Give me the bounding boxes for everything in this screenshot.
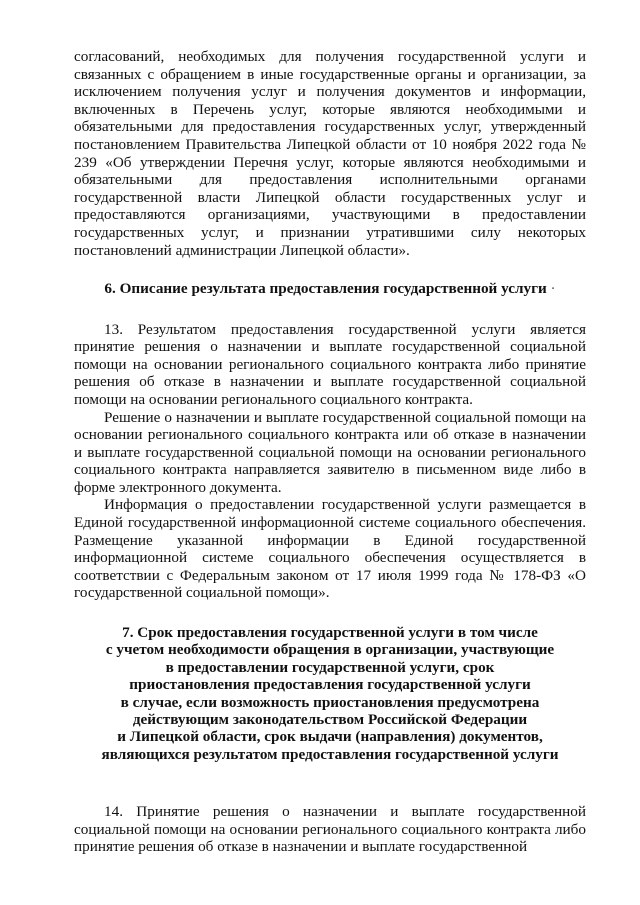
section-7-heading-line: и Липецкой области, срок выдачи (направления) документов,	[117, 728, 543, 746]
section-7-heading-line: в предоставлении государственной услуги, срок	[165, 658, 495, 676]
section-7-heading-line: являющихся результатом предоставления государственной услуги	[101, 745, 559, 763]
intro-paragraph: согласований, необходимых для получения государственной услуги и связанных с обращением в иные государственные органы и организации, за исключением получения услуг и получения документов и информации, включенных в Перечень услуг, которые являются необходимыми и обязательными для предоставления государственных услуг, утвержденный постановлением Правительства Липецкой области от 10 ноября 2022 года № 239 «Об утверждении Перечня услуг, которые являются необходимыми и обязательными для предоставления исполнительными органами государственной власти Липецкой области государственных услуг и предоставляются организациями, участвующими в предоставлении государственных услуг, и признании утратившими силу некоторых постановлений администрации Липецкой области».	[74, 48, 586, 259]
section-7-heading-line: действующим законодательством Российской Федерации	[132, 711, 528, 729]
section-7-heading-line: с учетом необходимости обращения в организации, участвующие	[105, 641, 555, 659]
page-content	[74, 48, 586, 856]
paragraph-14: 14. Принятие решения о назначении и выплате государственной социальной помощи на основании регионального социального контракта либо принятие решения об отказе в назначении и выплате государственной	[74, 803, 586, 856]
section-7-heading-line: приостановления предоставления государственной услуги	[129, 676, 531, 694]
section-7-heading	[74, 624, 586, 763]
section-6-heading	[74, 280, 586, 297]
section-7-heading-line: 7. Срок предоставления государственной услуги в том числе	[122, 624, 538, 642]
section-7-heading-line: в случае, если возможность приостановления предусмотрена	[120, 693, 540, 711]
section-6-heading-text: 6. Описание результата предоставления государственной услуги	[104, 280, 547, 298]
paragraph-13: 13. Результатом предоставления государственной услуги является принятие решения о назначении и выплате государственной социальной помощи на основании регионального социального контракта либо принятие решения об отказе в назначении и выплате государственной социальной помощи на основании регионального социального контракта.	[74, 320, 586, 408]
paragraph-information: Информация о предоставлении государственной услуги размещается в Единой государственной информационной системе социального обеспечения. Размещение указанной информации в Единой государственной информационной системе социального обеспечения осуществляется в соответствии с Федеральным законом от 17 июля 1999 года № 178-ФЗ «О государственной социальной помощи».	[74, 496, 586, 602]
paragraph-decision: Решение о назначении и выплате государственной социальной помощи на основании регионального социального контракта или об отказе в назначении и выплате государственной социальной помощи на основании регионального социального контракта направляется заявителю в письменном виде либо в форме электронного документа.	[74, 408, 586, 496]
stray-mark: ·	[550, 280, 556, 298]
